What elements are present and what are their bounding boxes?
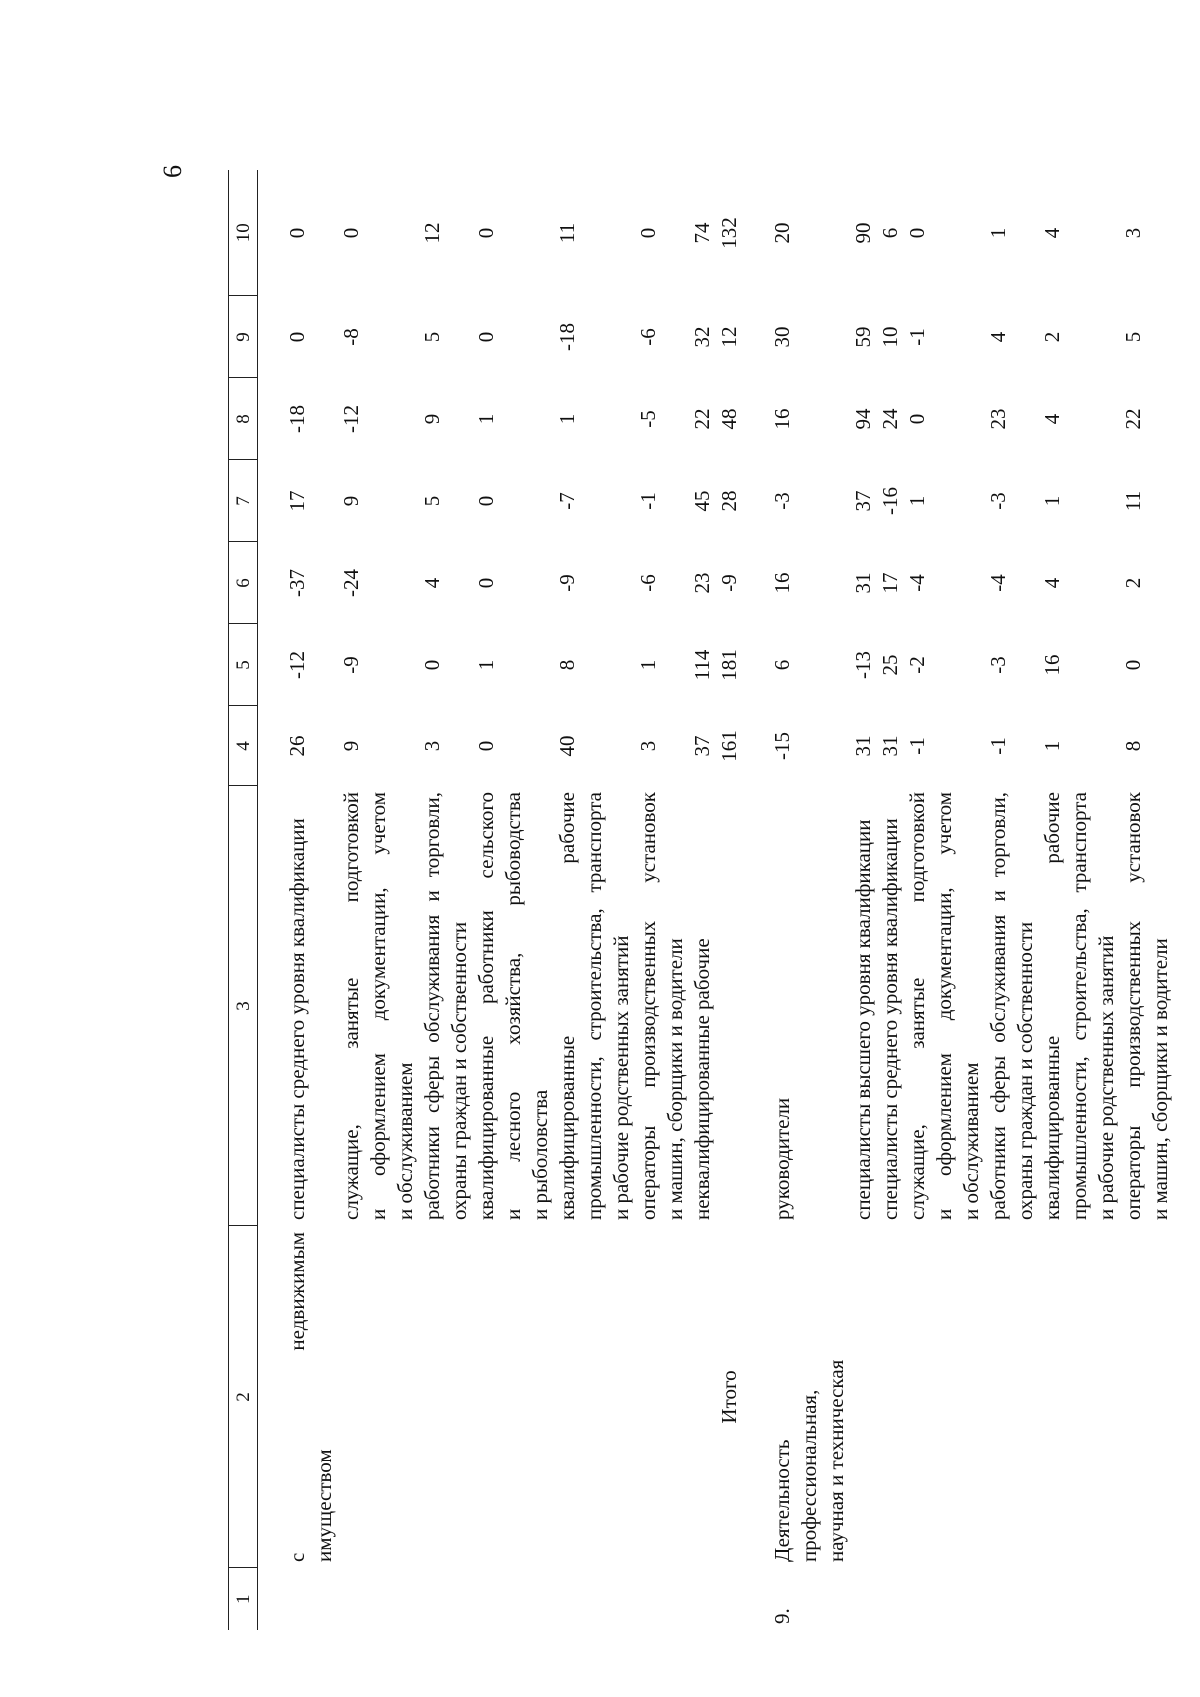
row-number-cell <box>877 1568 904 1630</box>
text-line: специалисты высшего уровня квалификации <box>851 819 875 1220</box>
occupation-cell <box>850 786 877 1226</box>
activity-cell <box>635 1226 689 1568</box>
value-cell: 8 <box>555 659 579 671</box>
text-line: работники сферы обслуживания и торговли, <box>420 792 444 1220</box>
table-row <box>689 170 716 1630</box>
value-cell: 3 <box>1121 227 1145 239</box>
value-cell: 1 <box>474 413 498 425</box>
column-header: 3 <box>229 786 258 1226</box>
value-cell: 0 <box>420 659 444 671</box>
table-row <box>985 170 1039 1630</box>
word: недвижимым <box>285 1232 309 1351</box>
activity-cell <box>338 1226 419 1568</box>
value-cell: 25 <box>878 654 902 676</box>
value-cell: 1 <box>1040 495 1064 507</box>
value-cell: 4 <box>1040 227 1064 239</box>
text-line: операторы производственных установок <box>1121 792 1145 1220</box>
value-cell: -9 <box>555 574 579 592</box>
value-cell: -15 <box>770 732 794 760</box>
value-cell: 4 <box>986 331 1010 343</box>
value-cell: -24 <box>339 569 363 597</box>
column-header: 10 <box>229 170 258 296</box>
value-cell: 94 <box>851 408 875 430</box>
value-cell: 59 <box>851 326 875 348</box>
text-line: специалисты среднего уровня квалификации <box>878 818 902 1220</box>
text-line: и оформлением документации, учетом <box>932 792 956 1220</box>
spacer-row <box>743 170 769 1630</box>
text-line: Деятельность <box>770 1439 794 1562</box>
value-cell: 0 <box>474 577 498 589</box>
table-row <box>473 170 554 1630</box>
value-cell: 45 <box>690 490 714 512</box>
occupation-cell <box>419 786 473 1226</box>
value-cell: 1 <box>1040 740 1064 752</box>
value-cell: 28 <box>717 490 741 512</box>
value-cell: -37 <box>285 569 309 597</box>
value-cell: 0 <box>285 227 309 239</box>
value-cell: 31 <box>851 572 875 594</box>
value-cell: 37 <box>690 735 714 757</box>
value-cell: 11 <box>555 222 579 244</box>
value-cell: 10 <box>878 326 902 348</box>
table-row <box>1039 170 1120 1630</box>
value-cell: 0 <box>474 331 498 343</box>
value-cell: 1 <box>474 659 498 671</box>
column-header: 8 <box>229 378 258 460</box>
row-number-cell <box>716 1568 743 1630</box>
value-cell: 32 <box>690 326 714 348</box>
value-cell: -9 <box>339 656 363 674</box>
value-cell: 16 <box>770 408 794 430</box>
activity-cell <box>850 1226 877 1568</box>
occupation-cell <box>1039 786 1120 1226</box>
table-row <box>850 170 877 1630</box>
value-cell: 0 <box>339 227 363 239</box>
value-cell: -6 <box>636 328 660 346</box>
value-cell: 31 <box>878 735 902 757</box>
column-header: 2 <box>229 1226 258 1568</box>
value-cell: 5 <box>420 331 444 343</box>
value-cell: 17 <box>285 490 309 512</box>
value-cell: 20 <box>770 222 794 244</box>
row-number-cell <box>284 1568 338 1630</box>
row-number-cell <box>554 1568 635 1630</box>
text-line: охраны граждан и собственности <box>1013 921 1037 1220</box>
value-cell: -13 <box>851 651 875 679</box>
text-line: имуществом <box>312 1449 336 1562</box>
value-cell: 0 <box>905 227 929 239</box>
table-row <box>284 170 338 1630</box>
value-cell: 161 <box>717 730 741 762</box>
text-line: квалифицированные работники сельского <box>474 792 498 1220</box>
activity-cell <box>985 1226 1039 1568</box>
value-cell: -6 <box>636 574 660 592</box>
spacer-cell <box>258 1568 285 1630</box>
column-header: 4 <box>229 706 258 786</box>
occupation-cell <box>769 786 850 1226</box>
text-line: и оформлением документации, учетом <box>366 792 390 1220</box>
text-line: специалисты среднего уровня квалификации <box>285 818 309 1220</box>
value-cell: 0 <box>285 331 309 343</box>
table-body <box>258 170 1175 1630</box>
activity-cell <box>554 1226 635 1568</box>
text-line: и лесного хозяйства, рыбоводства <box>501 792 525 1220</box>
rotated-page <box>158 165 1172 1630</box>
value-cell: -18 <box>555 323 579 351</box>
column-header: 6 <box>229 542 258 624</box>
activity-cell <box>1120 1226 1174 1568</box>
row-number-cell <box>635 1568 689 1630</box>
value-cell: 0 <box>474 740 498 752</box>
text-line: профессиональная, <box>797 1389 821 1562</box>
value-cell: 12 <box>420 222 444 244</box>
text-line: руководители <box>770 1097 794 1220</box>
occupation-cell <box>554 786 635 1226</box>
occupation-cell <box>338 786 419 1226</box>
column-header: 1 <box>229 1568 258 1630</box>
value-cell: 23 <box>986 408 1010 430</box>
text-line: охраны граждан и собственности <box>447 921 471 1220</box>
value-cell: -1 <box>986 737 1010 755</box>
value-cell: 4 <box>1040 413 1064 425</box>
value-cell: 4 <box>420 577 444 589</box>
text-line: научная и техническая <box>824 1359 848 1562</box>
value-cell: -8 <box>339 328 363 346</box>
value-cell: 181 <box>717 649 741 681</box>
value-cell: 9 <box>420 413 444 425</box>
value-cell: -4 <box>905 574 929 592</box>
value-cell: -1 <box>905 737 929 755</box>
table-row <box>904 170 985 1630</box>
activity-cell <box>1039 1226 1120 1568</box>
value-cell: 3 <box>636 740 660 752</box>
value-cell: 22 <box>690 408 714 430</box>
text-line: неквалифицированные рабочие <box>690 938 714 1220</box>
value-cell: 37 <box>851 490 875 512</box>
value-cell: 11 <box>1121 490 1145 512</box>
text-line: промышленности, строительства, транспорта <box>582 792 606 1220</box>
value-cell: 0 <box>905 413 929 425</box>
value-cell: -12 <box>339 405 363 433</box>
text-line: промышленности, строительства, транспорта <box>1067 792 1091 1220</box>
value-cell: 9 <box>339 495 363 507</box>
spacer-cell <box>743 1568 769 1630</box>
value-cell: 23 <box>690 572 714 594</box>
value-cell: 5 <box>420 495 444 507</box>
row-number-cell <box>904 1568 985 1630</box>
table-row <box>419 170 473 1630</box>
row-number-cell <box>1039 1568 1120 1630</box>
value-cell: 2 <box>1121 577 1145 589</box>
text-line: и машин, сборщики и водители <box>663 938 687 1220</box>
value-cell: 90 <box>851 222 875 244</box>
value-cell: -7 <box>555 492 579 510</box>
total-label: Итого <box>717 1370 741 1424</box>
occupation-cell <box>284 786 338 1226</box>
occupation-cell <box>904 786 985 1226</box>
text-line: и рабочие родственных занятий <box>609 935 633 1220</box>
value-cell: 2 <box>1040 331 1064 343</box>
value-cell: -1 <box>636 492 660 510</box>
activity-cell <box>419 1226 473 1568</box>
occupation-cell <box>689 786 716 1226</box>
value-cell: -2 <box>905 656 929 674</box>
row-number-cell <box>473 1568 554 1630</box>
table-row <box>635 170 689 1630</box>
value-cell: -3 <box>986 656 1010 674</box>
value-cell: 22 <box>1121 408 1145 430</box>
table-row <box>877 170 904 1630</box>
value-cell: 24 <box>878 408 902 430</box>
column-header: 5 <box>229 624 258 706</box>
value-cell: 12 <box>717 326 741 348</box>
value-cell: 31 <box>851 735 875 757</box>
text-line: и рабочие родственных занятий <box>1094 935 1118 1220</box>
value-cell: 48 <box>717 408 741 430</box>
value-cell: -5 <box>636 410 660 428</box>
value-cell: 8 <box>1121 740 1145 752</box>
value-cell: 0 <box>1121 659 1145 671</box>
word: с <box>285 1552 309 1562</box>
text-line: и машин, сборщики и водители <box>1148 938 1172 1220</box>
value-cell: 1 <box>555 413 579 425</box>
value-cell: 1 <box>905 495 929 507</box>
spacer-row <box>258 170 285 1630</box>
value-cell: 16 <box>770 572 794 594</box>
value-cell: 1 <box>636 659 660 671</box>
value-cell: 5 <box>1121 331 1145 343</box>
text-line: служащие, занятые подготовкой <box>339 792 363 1220</box>
text-line: и рыболовства <box>528 1089 552 1220</box>
activity-cell <box>904 1226 985 1568</box>
total-row <box>716 170 743 1630</box>
value-cell: -18 <box>285 405 309 433</box>
text-line: и обслуживанием <box>393 1062 417 1220</box>
value-cell: 40 <box>555 735 579 757</box>
occupation-cell <box>473 786 554 1226</box>
occupation-cell <box>985 786 1039 1226</box>
value-cell: -16 <box>878 487 902 515</box>
activity-cell <box>473 1226 554 1568</box>
occupation-cell <box>877 786 904 1226</box>
value-cell: 30 <box>770 326 794 348</box>
value-cell: 114 <box>690 649 714 681</box>
table-row <box>769 170 850 1630</box>
text-line: работники сферы обслуживания и торговли, <box>986 792 1010 1220</box>
value-cell: 17 <box>878 572 902 594</box>
page-number: 6 <box>158 165 187 178</box>
activity-cell <box>877 1226 904 1568</box>
value-cell: 6 <box>770 659 794 671</box>
employment-table <box>228 170 1174 1630</box>
value-cell: -3 <box>986 492 1010 510</box>
value-cell: -3 <box>770 492 794 510</box>
activity-cell <box>769 1226 850 1568</box>
column-header: 9 <box>229 296 258 378</box>
value-cell: 1 <box>986 227 1010 239</box>
text-line: и обслуживанием <box>959 1062 983 1220</box>
value-cell: 16 <box>1040 654 1064 676</box>
column-header: 7 <box>229 460 258 542</box>
section-number: 9. <box>770 1608 794 1624</box>
occupation-cell <box>716 786 743 1226</box>
value-cell: 6 <box>878 227 902 239</box>
text-line <box>284 1232 311 1562</box>
activity-cell <box>284 1226 338 1568</box>
occupation-cell <box>1120 786 1174 1226</box>
row-number-cell <box>985 1568 1039 1630</box>
table-row <box>338 170 419 1630</box>
value-cell: 4 <box>1040 577 1064 589</box>
row-number-cell <box>689 1568 716 1630</box>
value-cell: 0 <box>474 227 498 239</box>
activity-cell <box>689 1226 716 1568</box>
value-cell: 0 <box>474 495 498 507</box>
row-number-cell <box>769 1568 850 1630</box>
value-cell: 9 <box>339 740 363 752</box>
row-number-cell <box>850 1568 877 1630</box>
value-cell: 132 <box>717 217 741 249</box>
row-number-cell <box>419 1568 473 1630</box>
value-cell: -4 <box>986 574 1010 592</box>
value-cell: 26 <box>285 735 309 757</box>
text-line: квалифицированные рабочие <box>1040 792 1064 1220</box>
value-cell: 74 <box>690 222 714 244</box>
text-line: квалифицированные рабочие <box>555 792 579 1220</box>
value-cell: 3 <box>420 740 444 752</box>
text-line: операторы производственных установок <box>636 792 660 1220</box>
row-number-cell <box>1120 1568 1174 1630</box>
table-row <box>554 170 635 1630</box>
value-cell: 0 <box>636 227 660 239</box>
value-cell: -1 <box>905 328 929 346</box>
text-line: служащие, занятые подготовкой <box>905 792 929 1220</box>
table-row <box>1120 170 1174 1630</box>
value-cell: -9 <box>717 574 741 592</box>
occupation-cell <box>635 786 689 1226</box>
row-number-cell <box>338 1568 419 1630</box>
table-header <box>229 170 258 1630</box>
value-cell: -12 <box>285 651 309 679</box>
